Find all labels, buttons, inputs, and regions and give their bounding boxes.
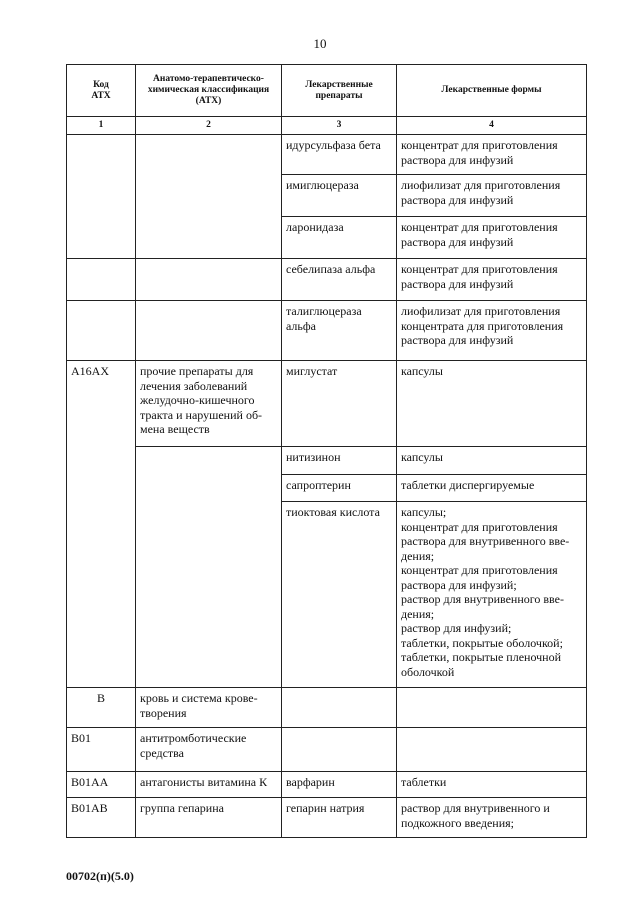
atx-cell: антагонисты витамина К bbox=[136, 772, 282, 798]
forms-cell: лиофилизат для приготовления раствора для инфузий bbox=[397, 175, 587, 217]
drug-cell: идурсульфаза бета bbox=[282, 135, 397, 175]
atx-cell: группа гепарина bbox=[136, 798, 282, 838]
col-number: 2 bbox=[136, 117, 282, 135]
col-number: 3 bbox=[282, 117, 397, 135]
drug-cell bbox=[282, 728, 397, 772]
forms-cell bbox=[397, 728, 587, 772]
code-cell: B01 bbox=[67, 728, 136, 772]
header-atx: Анатомо-терапевтическо- химическая классификация (ATX) bbox=[136, 65, 282, 117]
drug-cell bbox=[282, 688, 397, 728]
code-cell bbox=[67, 301, 136, 361]
header-forms: Лекарственные формы bbox=[397, 65, 587, 117]
code-cell: B01AA bbox=[67, 772, 136, 798]
code-cell bbox=[67, 135, 136, 259]
forms-cell: капсулы bbox=[397, 447, 587, 475]
forms-cell: капсулы bbox=[397, 361, 587, 447]
document-footer-code: 00702(п)(5.0) bbox=[66, 869, 134, 883]
col-number: 1 bbox=[67, 117, 136, 135]
forms-cell: капсулы; концентрат для приготовления раствора для внутривенного вве- дения; концентрат для приготовления раствора для инфузий; раствор для внутривенного вве- дения; раствор для инфузий; таблетки, покрытые оболочкой; таблетки, покрытые пленочной оболочкой bbox=[397, 502, 587, 688]
table-row bbox=[67, 728, 587, 772]
table-row bbox=[67, 259, 587, 301]
atx-table bbox=[66, 64, 587, 838]
header-code: Код ATX bbox=[67, 65, 136, 117]
atx-cell bbox=[136, 135, 282, 259]
code-cell: B bbox=[67, 688, 136, 728]
forms-cell: лиофилизат для приготовления концентрата для приготовления раствора для инфузий bbox=[397, 301, 587, 361]
drug-cell: сапроптерин bbox=[282, 475, 397, 502]
drug-cell: миглустат bbox=[282, 361, 397, 447]
table-row bbox=[67, 301, 587, 361]
drug-cell: ларонидаза bbox=[282, 217, 397, 259]
table-row bbox=[67, 772, 587, 798]
atx-cell bbox=[136, 259, 282, 301]
drug-cell: нитизинон bbox=[282, 447, 397, 475]
atx-cell: прочие препараты для лечения заболеваний желудочно-кишечного тракта и нарушений об- мена веществ bbox=[136, 361, 282, 447]
forms-cell: раствор для внутривенного и подкожного введения; bbox=[397, 798, 587, 838]
drug-cell: тиоктовая кислота bbox=[282, 502, 397, 688]
drug-cell: талиглюцераза альфа bbox=[282, 301, 397, 361]
forms-cell: таблетки диспергируемые bbox=[397, 475, 587, 502]
table-row bbox=[67, 688, 587, 728]
header-drugs: Лекарственные препараты bbox=[282, 65, 397, 117]
atx-cell: антитромботические средства bbox=[136, 728, 282, 772]
atx-cell bbox=[136, 301, 282, 361]
atx-cell bbox=[136, 447, 282, 688]
forms-cell: концентрат для приготовления раствора для инфузий bbox=[397, 217, 587, 259]
drug-cell: гепарин натрия bbox=[282, 798, 397, 838]
column-number-row bbox=[67, 117, 587, 135]
forms-cell bbox=[397, 688, 587, 728]
drug-cell: себелипаза альфа bbox=[282, 259, 397, 301]
forms-cell: концентрат для приготовления раствора для инфузий bbox=[397, 259, 587, 301]
table-row bbox=[67, 135, 587, 175]
atx-cell: кровь и система крове- творения bbox=[136, 688, 282, 728]
header-row bbox=[67, 65, 587, 117]
col-number: 4 bbox=[397, 117, 587, 135]
code-cell: B01AB bbox=[67, 798, 136, 838]
forms-cell: таблетки bbox=[397, 772, 587, 798]
page-number: 10 bbox=[313, 36, 327, 51]
table-row bbox=[67, 447, 587, 475]
code-cell bbox=[67, 259, 136, 301]
forms-cell: концентрат для приготовления раствора для инфузий bbox=[397, 135, 587, 175]
drug-cell: имиглюцераза bbox=[282, 175, 397, 217]
table-row bbox=[67, 361, 587, 447]
table-row bbox=[67, 798, 587, 838]
drug-cell: варфарин bbox=[282, 772, 397, 798]
code-cell: A16AX bbox=[67, 361, 136, 688]
